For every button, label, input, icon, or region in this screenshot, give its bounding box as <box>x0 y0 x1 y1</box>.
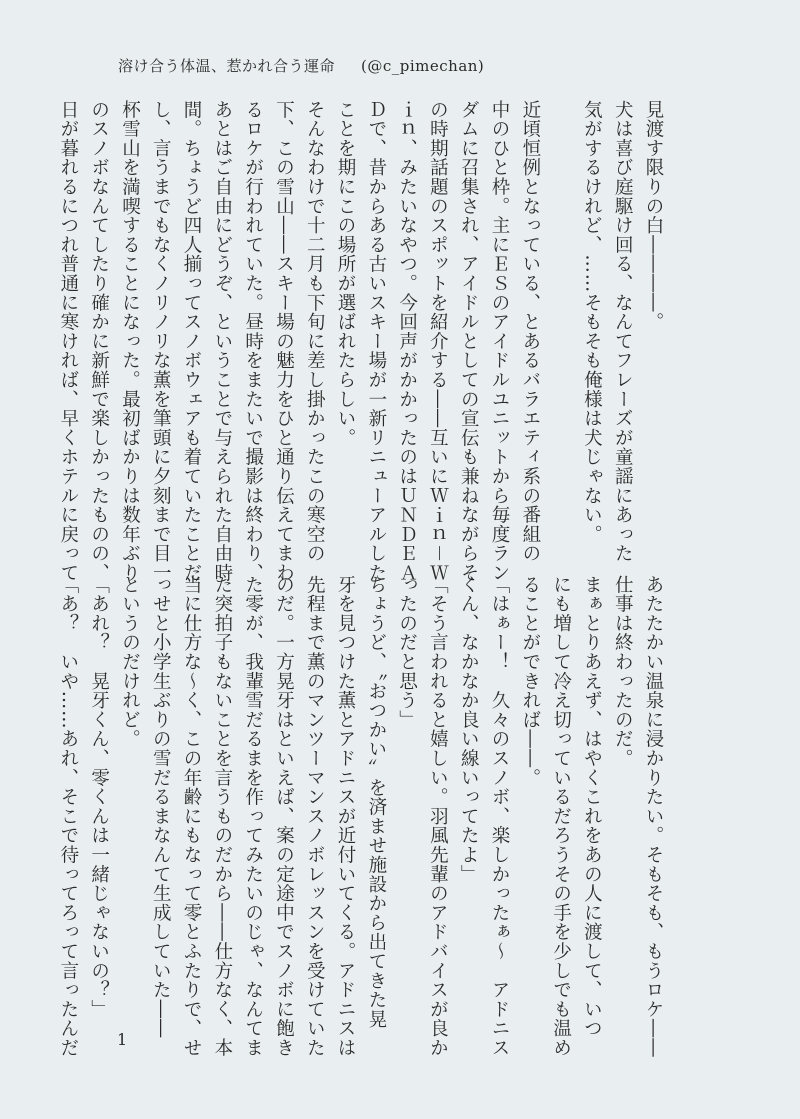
text-line: 中のひと枠。主にＥＳのアイドルユニットから毎度ラン <box>489 100 511 583</box>
text-line: そんなわけで十二月も下旬に差し掛かったこの寒空の <box>304 100 326 564</box>
header-title: 溶け合う体温、惹かれ合う運命 <box>118 57 336 75</box>
text-line: 「あ？ いや……あれ、そこで待ってろって言ったんだ <box>57 575 79 1058</box>
text-line: のだ。一方晃牙はといえば、案の定途中でスノボに飽き <box>273 575 295 1058</box>
text-line: あとはご自由にどうぞ、ということで与えられた自由時 <box>211 100 233 583</box>
text-line: というのだけれど。 <box>119 575 141 749</box>
text-line: 仕事は終わったのだ。 <box>612 575 634 768</box>
page-header <box>118 55 484 76</box>
text-line: 杯雪山を満喫することになった。最初ばかりは数年ぶり <box>119 100 141 583</box>
text-line: 当に仕方な〜く、この年齢にもなって零とふたりで、せ <box>181 575 203 1058</box>
text-line: 近頃恒例となっている、とあるバラエティ系の番組の <box>519 100 541 564</box>
text-line: 下、この雪山――スキー場の魅力をひと通り伝えてまわ <box>273 100 295 583</box>
text-line: Ｄで、昔からある古いスキー場が一新リニューアルした <box>365 100 387 583</box>
text-line: ダムに召集され、アイドルとしての宣伝も兼ねながらそ <box>458 100 480 583</box>
text-line: 先程まで薫のマンツーマンスノボレッスンを受けていた <box>304 575 326 1058</box>
text-line: るロケが行われていた。昼時をまたいで撮影は終わり、 <box>242 100 264 583</box>
text-line: ったのだと思う」 <box>396 575 418 730</box>
text-line: 日が暮れるにつれ普通に寒ければ、早くホテルに戻って <box>57 100 79 583</box>
text-line <box>545 100 576 570</box>
text-line: ことを期にこの場所が選ばれたらしい。 <box>335 100 357 448</box>
text-block-bottom <box>52 575 668 1058</box>
text-line: ることができれば――。 <box>519 575 541 788</box>
text-line: の時期話題のスポットを紹介する――互いにＷｉｎ－Ｗ <box>427 100 449 583</box>
page-number: 1 <box>117 1030 128 1049</box>
text-line: し、言うまでもなくノリノリな薫を筆頭に夕刻まで目一 <box>150 100 172 583</box>
text-line: 「はぁー！ 久々のスノボ、楽しかったぁ〜 アドニス <box>489 575 511 1058</box>
author-handle: (@c_pimechan) <box>361 57 485 75</box>
text-block-top <box>52 100 668 583</box>
text-line: まぁとりあえず、はやくこれをあの人に渡して、いつ <box>581 575 603 1039</box>
text-line: ｉｎ、みたいなやつ。今回声がかかったのはＵＮＤＥＡ <box>396 100 418 583</box>
text-line: 犬は喜び庭駆け回る、なんてフレーズが童謡にあった <box>612 100 634 564</box>
text-line: た零が、我輩雪だるまを作ってみたいのじゃ、なんてま <box>242 575 264 1058</box>
text-line: ちょうど、〝おつかい〟を済ませ施設から出てきた晃 <box>365 575 387 1029</box>
text-line: 見渡す限りの白――――。 <box>643 100 664 332</box>
text-line: くん、なかなか良い線いってたよ」 <box>458 575 480 884</box>
text-line: っせと小学生ぶりの雪だるまなんて生成していた―― <box>150 575 172 1039</box>
text-line: 牙を見つけた薫とアドニスが近付いてくる。アドニスは <box>335 575 357 1058</box>
text-line: あたたかい温泉に浸かりたい。そもそも、もうロケ―― <box>643 575 664 1058</box>
text-line: にも増して冷え切っているだろうその手を少しでも温め <box>550 575 572 1058</box>
text-line: のスノボなんてしたり確かに新鮮で楽しかったものの、 <box>88 100 110 583</box>
text-line: 間。ちょうど四人揃ってスノボウェアも着ていたことだ <box>181 100 203 583</box>
text-line: 「あれ？ 晃牙くん、零くんは一緒じゃないの？」 <box>88 575 110 1019</box>
text-line: 気がするけれど、……そもそも俺様は犬じゃない。 <box>581 100 603 544</box>
text-line: 「そう言われると嬉しい。羽風先輩のアドバイスが良か <box>427 575 449 1058</box>
text-line: た突拍子もないことを言うものだから――仕方なく、本 <box>211 575 233 1058</box>
